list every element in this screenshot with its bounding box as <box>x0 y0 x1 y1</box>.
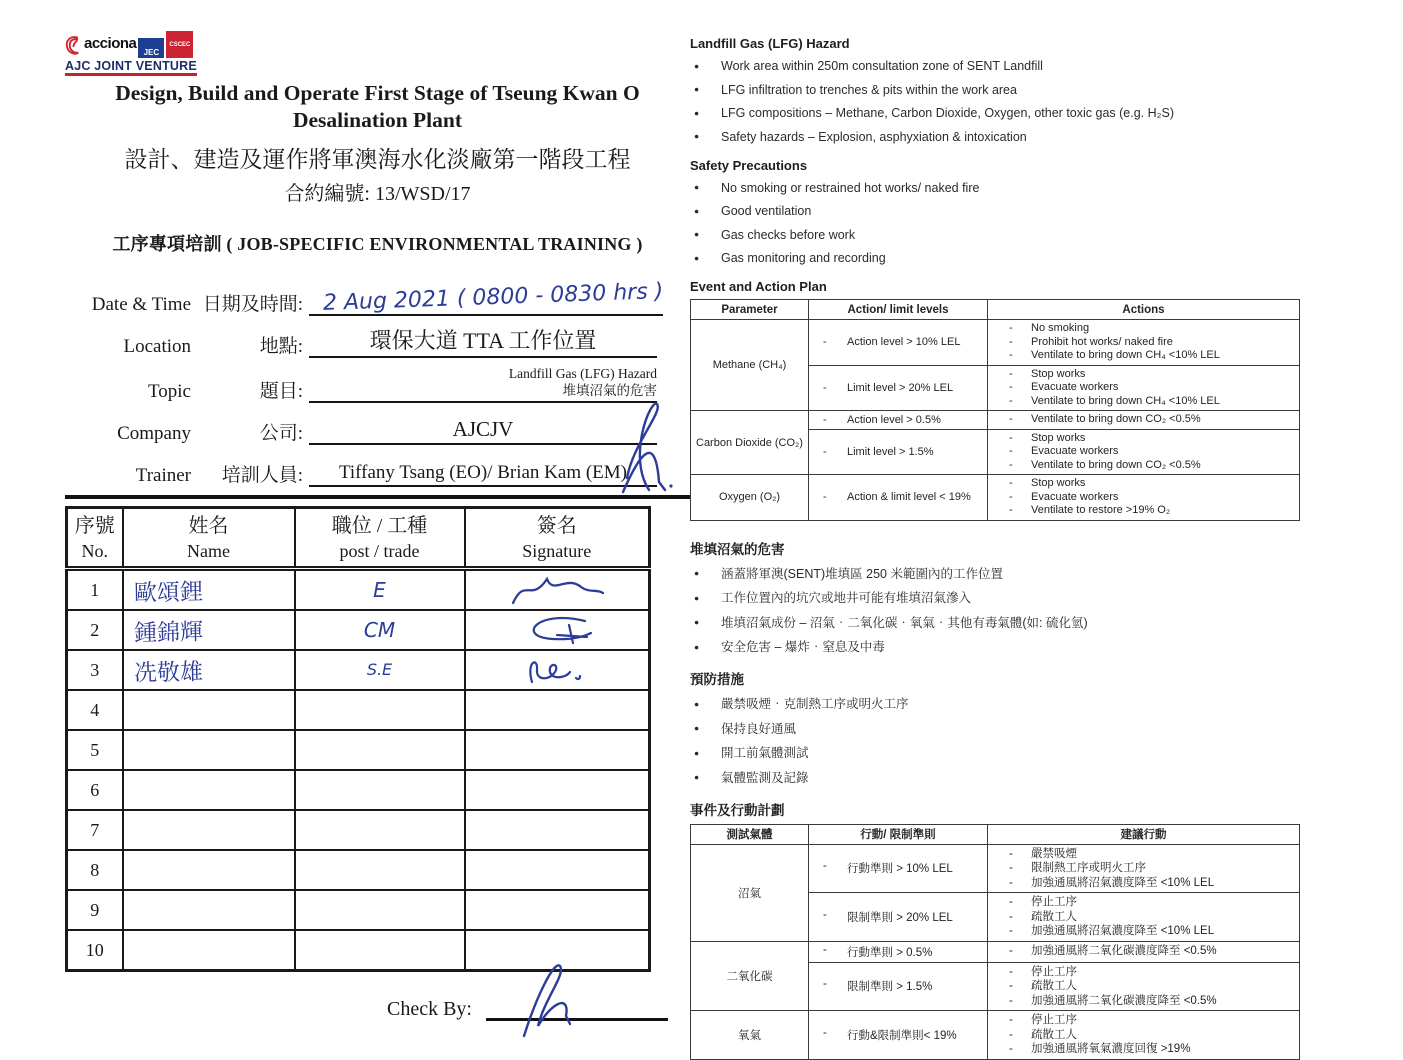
bullet-item: ● 工作位置內的坑穴或地井可能有堆填沼氣滲入 <box>690 591 1305 607</box>
plan-level-text: - Action level > 10% LEL <box>811 336 985 348</box>
plan-level-cell <box>809 893 988 942</box>
attendance-row-4 <box>67 690 650 730</box>
form-row-trainer <box>65 453 657 487</box>
event-action-plan-heading: Event and Action Plan <box>690 279 827 294</box>
plan-actions-cell <box>988 844 1300 893</box>
plan-param-methane: Methane (CH₄) <box>691 320 809 411</box>
plan-zh-header-row <box>691 824 1300 844</box>
row-4-name <box>123 690 295 730</box>
lfg-hazard-heading-zh: 堆填沼氣的危害 <box>690 541 785 557</box>
row-3-post <box>295 650 465 690</box>
plan-actions-cell <box>988 962 1300 1011</box>
header-signature-en: Signature <box>522 540 592 561</box>
row-6-name <box>123 770 295 810</box>
jec-logo-text: JEC <box>143 48 160 57</box>
plan-header-actions: Actions <box>988 300 1300 320</box>
bullet-item: ● Safety hazards – Explosion, asphyxiation & intoxication <box>690 130 1305 146</box>
date-time-handwritten-value: 2 Aug 2021 ( 0800 - 0830 hrs ) <box>322 278 664 316</box>
attendance-row-6 <box>67 770 650 810</box>
plan-header-parameter: Parameter <box>691 300 809 320</box>
form-row-date-time <box>65 278 664 316</box>
row-7-signature <box>465 810 650 850</box>
double-rule-divider <box>65 495 690 499</box>
location-label-zh: 地點: <box>259 335 303 357</box>
attendance-row-7 <box>67 810 650 850</box>
plan-level-text: - 行動準則 > 0.5% <box>811 944 985 960</box>
acciona-logo-text: acciona <box>84 35 137 52</box>
plan-action-line: - Ventilate to bring down CO₂ <0.5% <box>990 459 1297 473</box>
plan-action-line: - Ventilate to bring down CH₄ <10% LEL <box>990 349 1297 363</box>
topic-value-zh: 堆填沼氣的危害 <box>562 382 657 398</box>
row-10-no: 10 <box>67 930 123 971</box>
row-5-name <box>123 730 295 770</box>
bullet-item: ● Work area within 250m consultation zone of SENT Landfill <box>690 59 1305 75</box>
bullet-item: ● 開工前氣體測試 <box>690 746 1305 762</box>
row-2-name <box>123 610 295 650</box>
plan-zh-header-actions: 建議行動 <box>988 824 1300 844</box>
plan-action-line: - Stop works <box>990 432 1297 446</box>
project-title-zh: 設計、建造及運作將軍澳海水化淡廠第一階段工程 <box>124 146 631 172</box>
plan-level-text: - 限制準則 > 1.5% <box>811 978 985 994</box>
header-name <box>123 507 295 569</box>
trainer-label-zh: 培訓人員: <box>221 464 303 486</box>
form-row-location <box>65 324 657 358</box>
event-action-plan-heading-zh: 事件及行動計劃 <box>690 802 785 818</box>
chinese-section <box>690 538 1305 1060</box>
form-row-topic <box>65 366 657 403</box>
plan-param-oxygen: Oxygen (O₂) <box>691 475 809 521</box>
plan-level-text: - 限制準則 > 20% LEL <box>811 909 985 925</box>
plan-actions-cell <box>988 320 1300 366</box>
header-no <box>67 507 123 569</box>
row-5-signature <box>465 730 650 770</box>
acciona-swirl-icon <box>65 34 82 58</box>
plan-zh-header-gas: 測試氣體 <box>691 824 809 844</box>
attendance-header-row <box>67 507 650 569</box>
plan-level-text: - Limit level > 20% LEL <box>811 382 985 394</box>
plan-action-line: - 加強通風將氧氣濃度回復 >19% <box>990 1042 1297 1057</box>
topic-label-en: Topic <box>148 380 191 402</box>
plan-action-line: - Ventilate to bring down CH₄ <10% LEL <box>990 395 1297 409</box>
plan-actions-cell <box>988 429 1300 475</box>
plan-action-line: - 疏散工人 <box>990 1028 1297 1043</box>
bullet-item: ● Good ventilation <box>690 204 1305 220</box>
date-time-field <box>309 278 664 316</box>
plan-action-line: - No smoking <box>990 322 1297 336</box>
row-2-name-handwritten: 鍾錦輝 <box>133 618 203 647</box>
plan-action-line: - 停止工序 <box>990 895 1297 910</box>
plan-action-line: - 加強通風將沼氣濃度降至 <10% LEL <box>990 924 1297 939</box>
project-title-en-line2: Desalination Plant <box>292 107 463 132</box>
plan-zh-header-levels: 行動/ 限制準則 <box>809 824 988 844</box>
bullet-item: ● 嚴禁吸煙‧克制熱工序或明火工序 <box>690 697 1305 713</box>
row-2-signature <box>465 610 650 650</box>
plan-level-cell <box>809 429 988 475</box>
plan-level-cell <box>809 320 988 366</box>
row-4-post <box>295 690 465 730</box>
row-3-signature <box>465 650 650 690</box>
bullet-item: ● Gas checks before work <box>690 228 1305 244</box>
plan-row-co2-action <box>691 411 1300 430</box>
row-6-signature <box>465 770 650 810</box>
event-action-plan-table-zh <box>690 824 1300 1060</box>
row-1-signature <box>465 569 650 611</box>
plan-action-line: - 限制熱工序或明火工序 <box>990 861 1297 876</box>
row-2-post <box>295 610 465 650</box>
bullet-item: ● 安全危害 – 爆炸‧窒息及中毒 <box>690 640 1305 656</box>
trainer-field: Tiffany Tsang (EO)/ Brian Kam (EM) <box>309 453 657 487</box>
logo-row <box>65 22 205 58</box>
check-by-label: Check By: <box>387 998 472 1021</box>
plan-level-cell <box>809 962 988 1011</box>
header-signature-zh: 簽名 <box>536 514 577 537</box>
plan-action-line: - 停止工序 <box>990 1013 1297 1028</box>
row-10-name <box>123 930 295 971</box>
form-row-company <box>65 411 657 445</box>
attendance-row-2 <box>67 610 650 650</box>
plan-actions-cell <box>988 365 1300 411</box>
header-signature <box>465 507 650 569</box>
location-field: 環保大道 TTA 工作位置 <box>309 324 657 358</box>
attendance-row-8 <box>67 850 650 890</box>
header-post-trade <box>295 507 465 569</box>
row-1-name <box>123 569 295 611</box>
row-8-name <box>123 850 295 890</box>
ajc-joint-venture-logo <box>65 22 205 76</box>
plan-level-text: - 行動&限制準則< 19% <box>811 1027 985 1043</box>
row-4-signature <box>465 690 650 730</box>
plan-zh-row-oxygen <box>691 1011 1300 1060</box>
signature-stroke <box>507 613 607 647</box>
plan-zh-param-methane: 沼氣 <box>691 844 809 941</box>
check-by-signature-stroke <box>506 954 596 1040</box>
header-name-en: Name <box>187 540 230 561</box>
plan-param-co2: Carbon Dioxide (CO₂) <box>691 411 809 475</box>
plan-action-line: - 停止工序 <box>990 965 1297 980</box>
training-title: 工序專項培訓 ( JOB-SPECIFIC ENVIRONMENTAL TRAINING ) <box>112 233 643 254</box>
plan-actions-cell <box>988 893 1300 942</box>
attendance-row-9 <box>67 890 650 930</box>
row-3-name-handwritten: 冼敬雄 <box>133 658 203 687</box>
safety-precautions-heading: Safety Precautions <box>690 157 808 173</box>
row-8-post <box>295 850 465 890</box>
plan-level-text: - 行動準則 > 10% LEL <box>811 860 985 876</box>
signature-stroke <box>522 654 592 686</box>
check-by-field <box>486 988 668 1021</box>
row-3-no: 3 <box>67 650 123 690</box>
plan-action-line: - 加強通風將二氧化碳濃度降至 <0.5% <box>990 944 1297 959</box>
plan-header-row <box>691 300 1300 320</box>
row-3-name <box>123 650 295 690</box>
plan-action-line: - Evacuate workers <box>990 491 1297 505</box>
bullet-item: ● 堆填沼氣成份 – 沼氣‧二氧化碳‧氧氣‧其他有毒氣體(如: 硫化氫) <box>690 616 1305 632</box>
location-label-en: Location <box>123 335 191 357</box>
cscec-logo-text: CSCEC <box>169 41 191 48</box>
header-name-zh: 姓名 <box>188 514 229 537</box>
plan-action-line: - Ventilate to bring down CO₂ <0.5% <box>990 413 1297 427</box>
attendance-row-1 <box>67 569 650 611</box>
row-1-no: 1 <box>67 569 123 611</box>
plan-action-line: - 嚴禁吸煙 <box>990 847 1297 862</box>
plan-action-line: - 疏散工人 <box>990 979 1297 994</box>
jec-logo <box>138 38 164 58</box>
bullet-item: ● No smoking or restrained hot works/ naked fire <box>690 181 1305 197</box>
plan-actions-cell <box>988 411 1300 430</box>
training-record-form <box>65 278 664 487</box>
bullet-item: ● LFG compositions – Methane, Carbon Dioxide, Oxygen, other toxic gas (e.g. H₂S) <box>690 106 1305 122</box>
row-5-post <box>295 730 465 770</box>
row-7-name <box>123 810 295 850</box>
row-9-name <box>123 890 295 930</box>
row-9-post <box>295 890 465 930</box>
row-7-post <box>295 810 465 850</box>
check-by-row <box>387 988 690 1021</box>
plan-header-levels: Action/ limit levels <box>809 300 988 320</box>
row-2-no: 2 <box>67 610 123 650</box>
plan-action-line: - Evacuate workers <box>990 381 1297 395</box>
bullet-item: ● 保持良好通風 <box>690 722 1305 738</box>
bullet-item: ● 氣體監測及記錄 <box>690 771 1305 787</box>
date-time-label-zh: 日期及時間: <box>202 293 303 315</box>
plan-action-line: - Prohibit hot works/ naked fire <box>990 336 1297 350</box>
row-1-name-handwritten: 歐頌鋰 <box>133 578 203 607</box>
plan-level-text: - Action level > 0.5% <box>811 414 985 426</box>
row-8-no: 8 <box>67 850 123 890</box>
event-action-plan-table <box>690 299 1300 521</box>
header-post-zh: 職位 / 工種 <box>331 514 428 537</box>
row-8-signature <box>465 850 650 890</box>
project-title-en <box>65 80 690 134</box>
bullet-item: ● 涵蓋將軍澳(SENT)堆填區 250 米範圍內的工作位置 <box>690 567 1305 583</box>
row-9-signature <box>465 890 650 930</box>
right-panel <box>690 36 1305 1060</box>
row-4-no: 4 <box>67 690 123 730</box>
row-6-no: 6 <box>67 770 123 810</box>
contract-number: 合約編號: 13/WSD/17 <box>284 182 471 205</box>
plan-zh-param-co2: 二氧化碳 <box>691 941 809 1011</box>
bullet-item: ● Gas monitoring and recording <box>690 251 1305 267</box>
plan-row-methane-action <box>691 320 1300 366</box>
plan-row-oxygen <box>691 475 1300 521</box>
plan-action-line: - Stop works <box>990 477 1297 491</box>
plan-action-line: - 加強通風將沼氣濃度降至 <10% LEL <box>990 876 1297 891</box>
project-title-en-line1: Design, Build and Operate First Stage of Tseung Kwan O <box>115 81 640 105</box>
row-6-post <box>295 770 465 810</box>
row-1-post <box>295 569 465 611</box>
header-no-en: No. <box>81 540 108 561</box>
plan-level-cell <box>809 475 988 521</box>
left-panel <box>65 22 690 1021</box>
joint-venture-label: AJC JOINT VENTURE <box>65 59 197 76</box>
plan-level-cell <box>809 941 988 962</box>
plan-level-cell <box>809 1011 988 1060</box>
attendance-row-5 <box>67 730 650 770</box>
row-1-post-handwritten: E <box>373 578 386 603</box>
attendance-row-3 <box>67 650 650 690</box>
topic-value-en: Landfill Gas (LFG) Hazard <box>508 365 657 381</box>
bullet-item: ● LFG infiltration to trenches & pits within the work area <box>690 83 1305 99</box>
plan-actions-cell <box>988 475 1300 521</box>
plan-zh-row-methane-action <box>691 844 1300 893</box>
plan-action-line: - Stop works <box>990 368 1297 382</box>
row-2-post-handwritten: CM <box>363 618 396 643</box>
company-label-en: Company <box>117 422 191 444</box>
plan-action-line: - Ventilate to restore >19% O₂ <box>990 504 1297 518</box>
precautions-heading-zh: 預防措施 <box>690 672 744 687</box>
row-7-no: 7 <box>67 810 123 850</box>
header-no-zh: 序號 <box>74 514 115 537</box>
plan-zh-param-oxygen: 氧氣 <box>691 1011 809 1060</box>
plan-level-text: - Limit level > 1.5% <box>811 446 985 458</box>
company-label-zh: 公司: <box>259 422 303 444</box>
plan-level-text: - Action & limit level < 19% <box>811 491 985 503</box>
row-10-post <box>295 930 465 971</box>
plan-actions-cell <box>988 1011 1300 1060</box>
lfg-hazard-heading: Landfill Gas (LFG) Hazard <box>690 36 850 51</box>
plan-zh-row-co2-action <box>691 941 1300 962</box>
trainer-label-en: Trainer <box>135 464 191 486</box>
topic-label-zh: 題目: <box>259 380 303 402</box>
plan-action-line: - 疏散工人 <box>990 910 1297 925</box>
row-3-post-handwritten: S.E <box>366 660 393 680</box>
plan-action-line: - Evacuate workers <box>990 445 1297 459</box>
date-time-label-en: Date & Time <box>91 293 191 315</box>
plan-actions-cell <box>988 941 1300 962</box>
attendance-table <box>65 506 651 973</box>
plan-level-cell <box>809 844 988 893</box>
company-field: AJCJV <box>309 411 657 445</box>
signature-stroke <box>507 573 607 607</box>
plan-action-line: - 加強通風將二氧化碳濃度降至 <0.5% <box>990 994 1297 1009</box>
cscec-logo <box>166 31 193 58</box>
header-post-en: post / trade <box>339 540 420 561</box>
row-5-no: 5 <box>67 730 123 770</box>
row-9-no: 9 <box>67 890 123 930</box>
plan-level-cell <box>809 365 988 411</box>
plan-level-cell <box>809 411 988 430</box>
topic-field <box>309 366 657 403</box>
